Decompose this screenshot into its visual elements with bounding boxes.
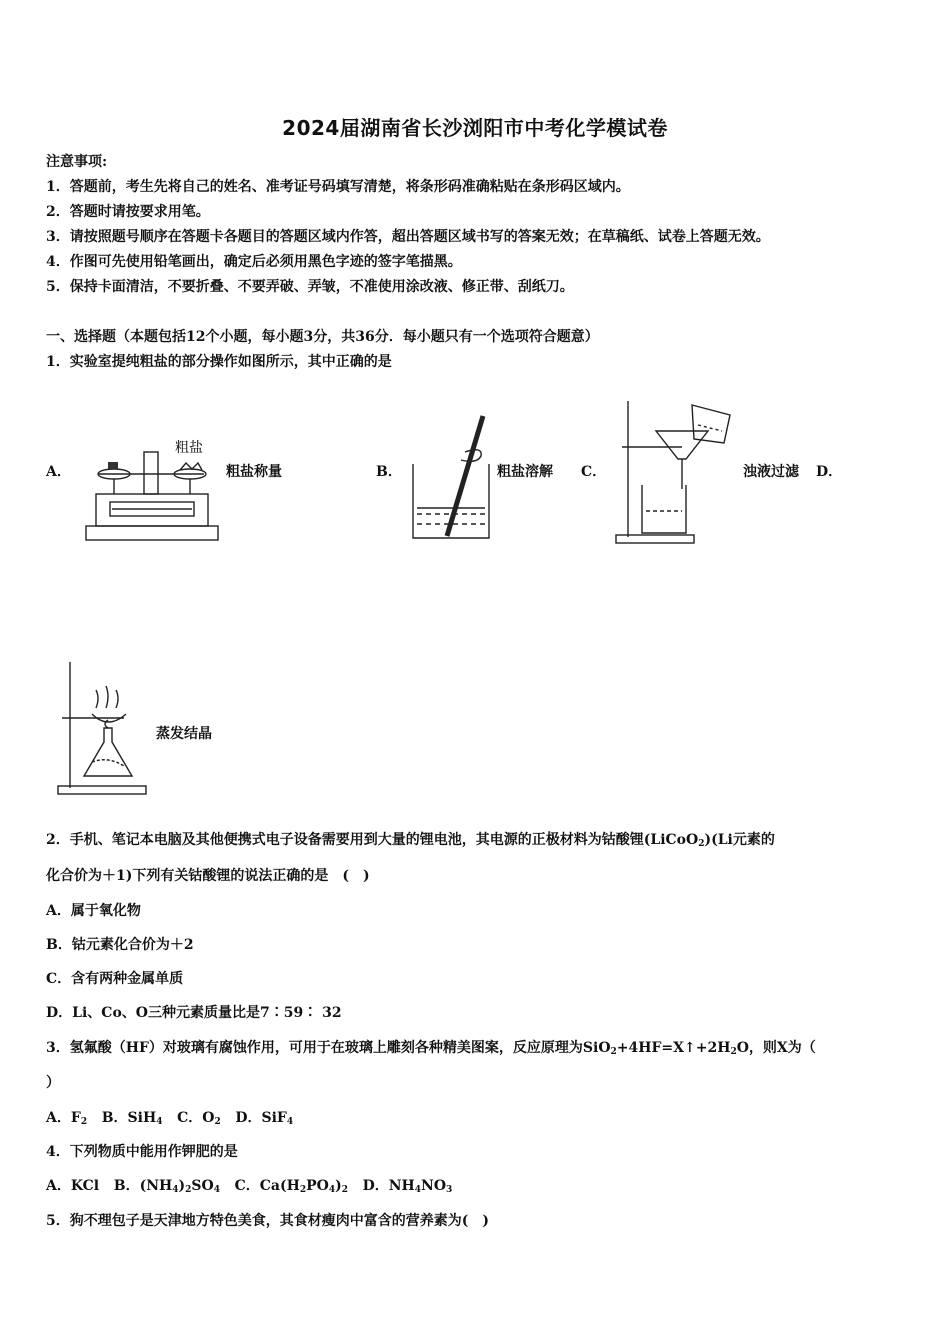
filtration-illustration [612, 397, 742, 547]
question-4-stem: 4．下列物质中能用作钾肥的是 [46, 1144, 238, 1160]
iron-stand-base [58, 786, 146, 794]
q3-options [46, 1109, 293, 1131]
notice-item: 3．请按照题号顺序在答题卡各题目的答题区域内作答，超出答题区域书写的答案无效；在草稿纸、试卷上答题无效。 [46, 229, 770, 245]
q1-option-a-caption: 粗盐称量 [226, 464, 282, 480]
q3-option-b: B．SiH$_4$ [101, 1110, 163, 1127]
question-3-stem: 3．氢氟酸（HF）对玻璃有腐蚀作用，可用于在玻璃上雕刻各种精美图案，反应原理为$SiO_2+4HF=X↑+2H_2O$，则X为（ [46, 1040, 816, 1057]
q1-option-d-caption: 蒸发结晶 [156, 726, 212, 742]
question-3-stem-cont: ） [46, 1075, 60, 1091]
notice-item: 5．保持卡面清洁，不要折叠、不要弄破、弄皱，不准使用涂改液、修正带、刮纸刀。 [46, 279, 574, 295]
question-2-stem: 2．手机、笔记本电脑及其他便携式电子设备需要用到大量的锂电池，其电源的正极材料为钴酸锂(LiCoO$_2$)(Li元素的 [46, 832, 775, 849]
q2-option-b: B．钴元素化合价为＋2 [46, 937, 194, 953]
q4-options [46, 1177, 452, 1199]
weight [108, 462, 118, 469]
receiving-beaker [642, 485, 686, 533]
question-2-stem-cont: 化合价为＋1)下列有关钴酸锂的说法正确的是 ( ) [46, 868, 370, 884]
q3-option-c: C．$O_2$ [177, 1110, 221, 1127]
q2-option-d: D．Li、Co、O三种元素质量比是7∶59∶ 32 [46, 1005, 342, 1021]
notice-item: 1．答题前，考生先将自己的姓名、准考证号码填写清楚，将条形码准确粘贴在条形码区域内。 [46, 179, 630, 195]
balance-base [86, 526, 218, 540]
notice-item: 4．作图可先使用铅笔画出，确定后必须用黑色字迹的签字笔描黑。 [46, 254, 462, 270]
q4-option-d: D．$NH_4NO_3$ [362, 1178, 453, 1195]
q4-option-b: B．$(NH_4)_2SO_4$ [113, 1178, 220, 1195]
section-heading: 一、选择题（本题包括12个小题，每小题3分，共36分．每小题只有一个选项符合题意） [46, 329, 599, 345]
q1-option-b-caption: 粗盐溶解 [497, 464, 553, 480]
salt-label: 粗盐 [175, 440, 203, 456]
q3-option-a: A．$F_2$ [46, 1110, 88, 1127]
pouring-beaker [692, 405, 730, 443]
balance-pillar [144, 452, 158, 494]
steam [96, 686, 118, 708]
notice-item: 2．答题时请按要求用笔。 [46, 204, 210, 220]
q4-option-a: A．KCl [46, 1178, 100, 1194]
alcohol-lamp [84, 728, 132, 776]
question-1-stem: 1．实验室提纯粗盐的部分操作如图所示，其中正确的是 [46, 354, 392, 370]
balance-illustration [80, 430, 225, 545]
q1-option-b-label: B． [376, 464, 402, 480]
page-title: 2024届湖南省长沙浏阳市中考化学模试卷 [282, 116, 668, 140]
question-5-stem: 5．狗不理包子是天津地方特色美食，其食材瘦肉中富含的营养素为( ) [46, 1213, 489, 1229]
beaker-stirring-illustration [405, 410, 500, 545]
notice-heading: 注意事项: [46, 154, 108, 170]
q3-option-d: D．SiF$_4$ [235, 1110, 294, 1127]
funnel [656, 431, 708, 459]
q1-option-c-caption: 浊液过滤 [743, 464, 799, 480]
balance-body [96, 494, 208, 526]
glass-rod [447, 416, 483, 536]
q1-option-c-label: C． [581, 464, 607, 480]
q2-option-a: A．属于氧化物 [46, 903, 141, 919]
q2-option-c: C．含有两种金属单质 [46, 971, 184, 987]
q4-option-c: C．$Ca(H_2PO_4)_2$ [234, 1178, 348, 1195]
q1-option-d-label: D． [816, 464, 843, 480]
q1-option-a-label: A． [46, 464, 71, 480]
evaporation-illustration [52, 658, 152, 798]
